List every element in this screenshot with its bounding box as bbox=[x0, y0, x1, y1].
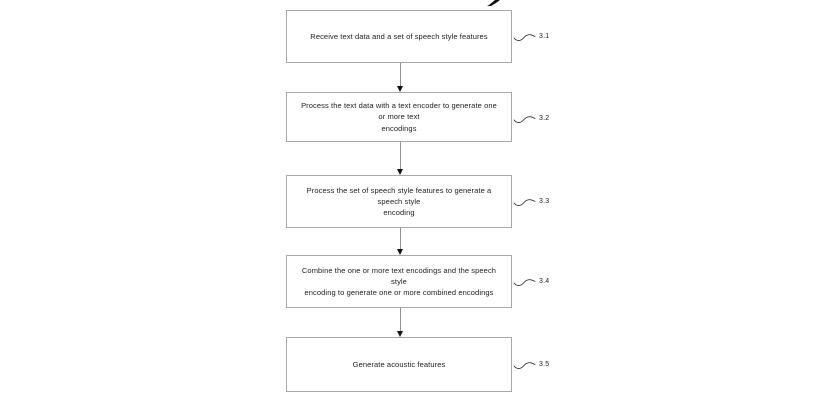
flow-arrow-down bbox=[399, 142, 401, 175]
squiggle-connector bbox=[513, 275, 536, 288]
squiggle-connector bbox=[513, 195, 536, 208]
flow-step-text: Process the set of speech style features to generate a speech style encoding bbox=[306, 185, 492, 218]
reference-label-group bbox=[513, 29, 573, 43]
flow-arrow-down bbox=[399, 63, 401, 92]
reference-numeral: 3.2 bbox=[539, 114, 550, 122]
arrow-shaft bbox=[400, 308, 401, 332]
arrow-shaft bbox=[400, 228, 401, 250]
figure-heading-fragment bbox=[487, 0, 501, 7]
flow-step-process-speech-style bbox=[286, 175, 512, 228]
squiggle-connector bbox=[513, 30, 536, 43]
flow-step-process-text-encoder bbox=[286, 92, 512, 142]
reference-label-group bbox=[513, 194, 573, 208]
flow-arrow-down bbox=[399, 228, 401, 255]
flow-step-text: Generate acoustic features bbox=[352, 359, 446, 369]
arrow-shaft bbox=[400, 142, 401, 170]
reference-numeral: 3.3 bbox=[539, 197, 550, 205]
reference-label-group bbox=[513, 111, 573, 125]
flow-step-combine-encodings bbox=[286, 255, 512, 308]
squiggle-connector bbox=[513, 112, 536, 125]
flow-step-receive-text-data bbox=[286, 10, 512, 63]
flow-arrow-down bbox=[399, 308, 401, 337]
flow-step-generate-acoustic-features bbox=[286, 337, 512, 392]
flow-step-text: Receive text data and a set of speech style features bbox=[310, 31, 488, 41]
arrow-shaft bbox=[400, 63, 401, 87]
reference-numeral: 3.4 bbox=[539, 277, 550, 285]
flow-step-text: Combine the one or more text encodings and the speech style encoding to generate one or more combined encodings bbox=[301, 265, 497, 298]
reference-numeral: 3.1 bbox=[539, 32, 550, 40]
flow-step-text: Process the text data with a text encoder to generate one or more text encodings bbox=[301, 101, 497, 133]
reference-label-group bbox=[513, 357, 573, 371]
reference-label-group bbox=[513, 274, 573, 288]
reference-numeral: 3.5 bbox=[539, 360, 550, 368]
squiggle-connector bbox=[513, 358, 536, 371]
